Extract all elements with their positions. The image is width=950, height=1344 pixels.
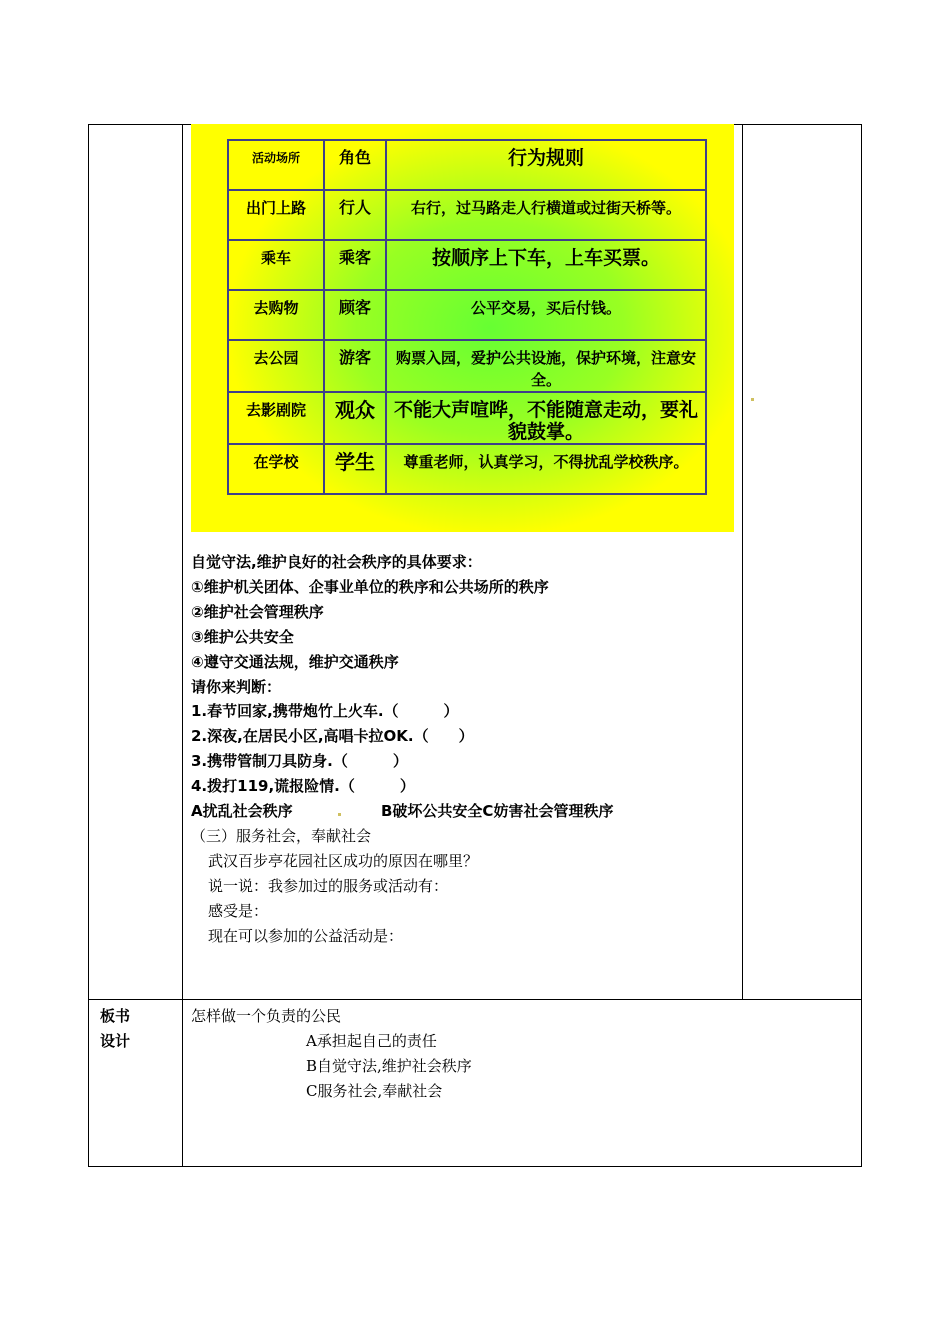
place-cell: 乘车 (228, 240, 324, 290)
table-left-border (88, 124, 89, 1167)
judge-item: 4.拨打119,谎报险情.（ ） (191, 777, 415, 795)
requirement-item: ①维护机关团体、企事业单位的秩序和公共场所的秩序 (191, 578, 549, 596)
section3-line: 说一说：我参加过的服务或活动有： (208, 877, 449, 895)
board-point: A承担起自己的责任 (306, 1032, 437, 1050)
table-row (228, 240, 706, 290)
section3-line: 感受是： (208, 902, 269, 920)
judge-item: 2.深夜,在居民小区,高唱卡拉OK.（ ） (191, 727, 474, 745)
section3-line: 现在可以参加的公益活动是： (208, 927, 404, 945)
judge-item: 3.携带管制刀具防身.（ ） (191, 752, 408, 770)
table-row (228, 444, 706, 494)
rule-cell: 尊重老师，认真学习，不得扰乱学校秩序。 (386, 444, 706, 494)
place-cell: 去影剧院 (228, 392, 324, 444)
column-divider-1 (182, 124, 183, 1167)
role-cell: 游客 (324, 340, 386, 392)
place-cell: 出门上路 (228, 190, 324, 240)
table-row (228, 340, 706, 392)
requirement-item: ②维护社会管理秩序 (191, 603, 324, 621)
role-cell: 乘客 (324, 240, 386, 290)
role-cell: 顾客 (324, 290, 386, 340)
scan-speck (751, 398, 754, 401)
table-row (228, 290, 706, 340)
role-cell: 学生 (324, 444, 386, 494)
board-point: B自觉守法,维护社会秩序 (306, 1057, 472, 1075)
table-right-border (861, 124, 862, 1167)
rule-cell: 右行，过马路走人行横道或过街天桥等。 (386, 190, 706, 240)
board-label-line1: 板书 (100, 1007, 131, 1025)
rule-cell: 公平交易，买后付钱。 (386, 290, 706, 340)
behavior-rules-table (227, 139, 707, 495)
judge-item: 1.春节回家,携带炮竹上火车.（ ） (191, 702, 459, 720)
header-place: 活动场所 (228, 140, 324, 190)
judge-title: 请你来判断： (191, 678, 282, 696)
row-divider (88, 999, 862, 1000)
requirement-item: ③维护公共安全 (191, 628, 294, 646)
header-role: 角色 (324, 140, 386, 190)
column-divider-2 (742, 124, 743, 1000)
board-title: 怎样做一个负责的公民 (191, 1007, 342, 1025)
section3-title: （三）服务社会，奉献社会 (191, 827, 372, 845)
scan-speck (338, 813, 341, 816)
requirements-title: 自觉守法,维护良好的社会秩序的具体要求： (191, 553, 482, 571)
board-label-line2: 设计 (100, 1032, 131, 1050)
board-point: C服务社会,奉献社会 (306, 1082, 443, 1100)
rule-cell: 按顺序上下车，上车买票。 (386, 240, 706, 290)
place-cell: 去购物 (228, 290, 324, 340)
place-cell: 在学校 (228, 444, 324, 494)
rule-cell: 购票入园，爱护公共设施，保护环境，注意安全。 (386, 340, 706, 392)
table-row (228, 392, 706, 444)
place-cell: 去公园 (228, 340, 324, 392)
table-row (228, 190, 706, 240)
requirement-item: ④遵守交通法规，维护交通秩序 (191, 653, 399, 671)
role-cell: 观众 (324, 392, 386, 444)
table-bottom-border (88, 1166, 862, 1167)
section3-line: 武汉百步亭花园社区成功的原因在哪里？ (208, 852, 479, 870)
role-cell: 行人 (324, 190, 386, 240)
judge-option-a: A扰乱社会秩序 (191, 802, 293, 820)
header-rule: 行为规则 (386, 140, 706, 190)
table-header-row (228, 140, 706, 190)
judge-option-bc: B破坏公共安全C妨害社会管理秩序 (381, 802, 614, 820)
rule-cell: 不能大声喧哗，不能随意走动，要礼貌鼓掌。 (386, 392, 706, 444)
